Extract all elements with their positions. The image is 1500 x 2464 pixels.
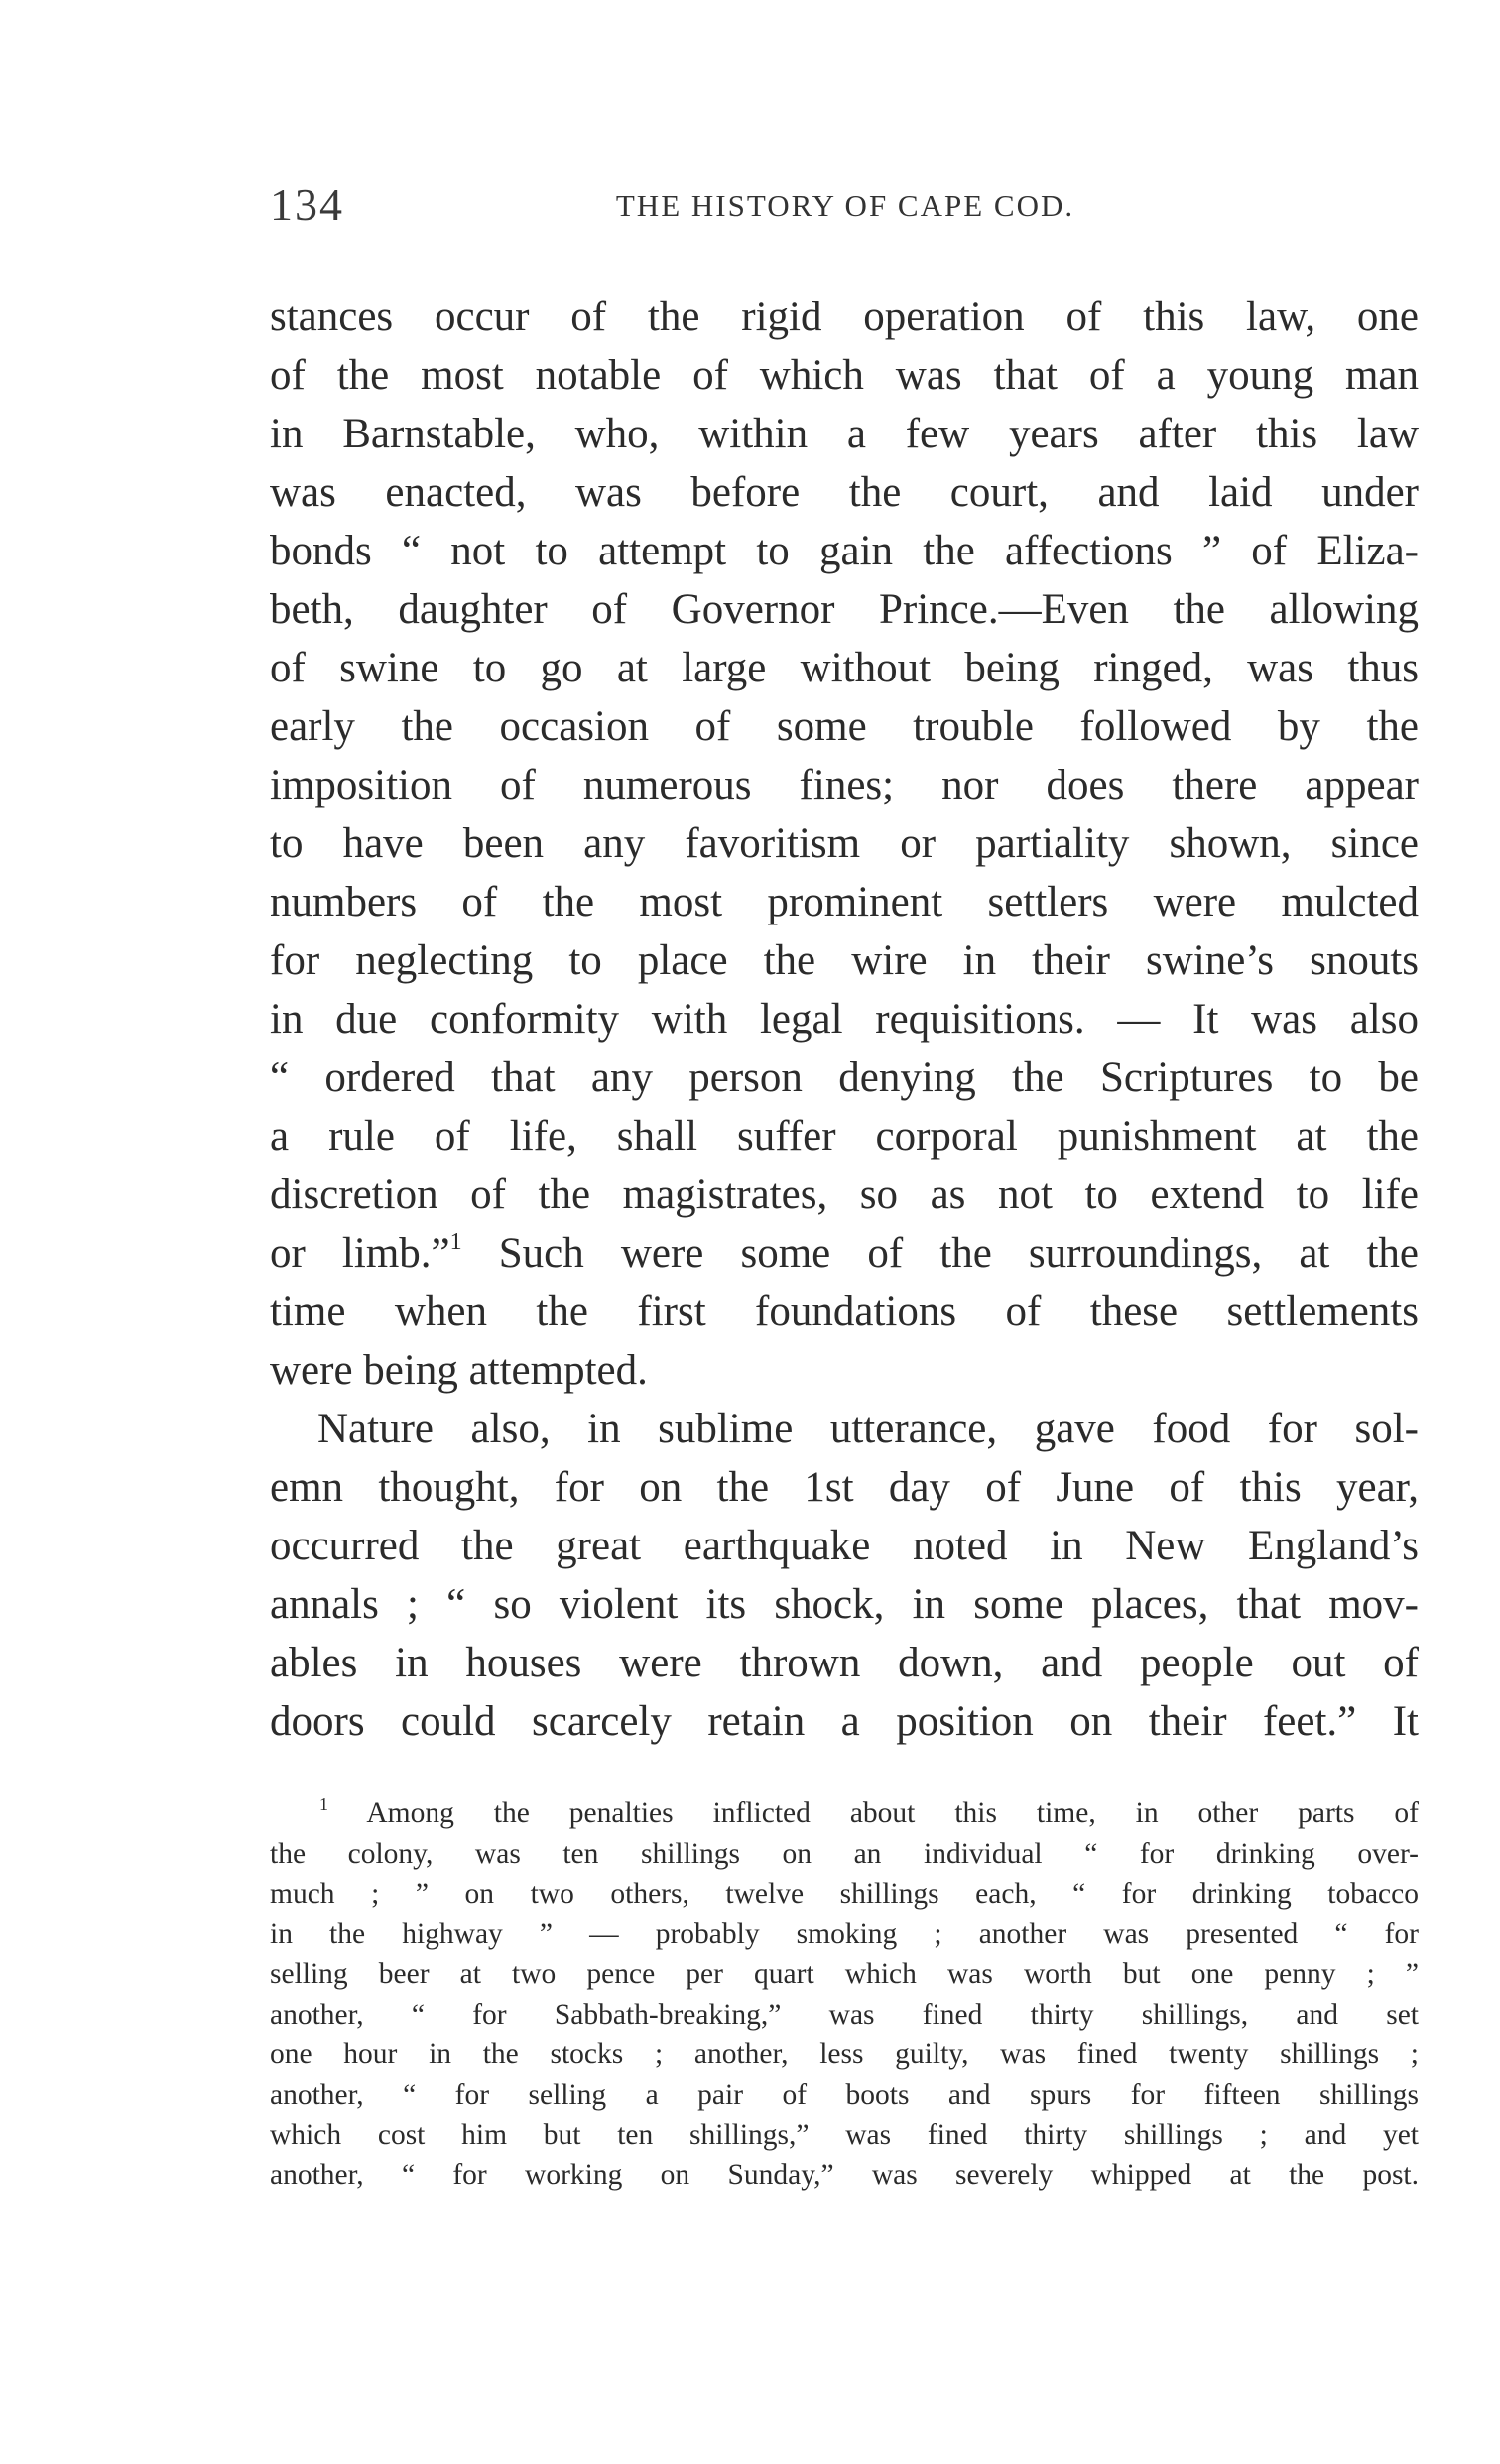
body-line: bonds “ not to attempt to gain the affections ” of Eliza- <box>270 528 1419 574</box>
body-line: numbers of the most prominent settlers were mulcted <box>270 879 1419 925</box>
body-line: was enacted, was before the court, and laid under <box>270 469 1419 516</box>
footnote-line <box>270 1793 1419 1834</box>
body-line: ables in houses were thrown down, and people out of <box>270 1640 1419 1686</box>
footnote-line: which cost him but ten shillings,” was fined thirty shillings ; and yet <box>270 2119 1419 2151</box>
body-line: imposition of numerous fines; nor does there appear <box>270 762 1419 808</box>
footnote-line: in the highway ” — probably smoking ; another was presented “ for <box>270 1917 1419 1950</box>
footnote-line: another, “ for working on Sunday,” was severely whipped at the post. <box>270 2158 1419 2191</box>
footnote-line: another, “ for selling a pair of boots and spurs for fifteen shillings <box>270 2078 1419 2111</box>
footnote-text: Among the penalties inflicted about this time, in other parts of <box>366 1797 1419 1829</box>
footnote-line: another, “ for Sabbath-breaking,” was fined thirty shillings, and set <box>270 1998 1419 2031</box>
running-head: THE HISTORY OF CAPE COD. <box>615 188 1075 223</box>
body-line: in Barnstable, who, within a few years after this law <box>270 411 1419 457</box>
paragraph-first-line: Nature also, in sublime utterance, gave food for sol- <box>317 1406 1419 1452</box>
body-line: occurred the great earthquake noted in New England’s <box>270 1523 1419 1569</box>
paragraph-last-line: were being attempted. <box>270 1347 648 1394</box>
body-text <box>270 288 1419 1751</box>
body-line-part: Such were some of the surroundings, at the <box>461 1230 1419 1277</box>
body-line: stances occur of the rigid operation of this law, one <box>270 294 1419 340</box>
body-line: annals ; “ so violent its shock, in some places, that mov- <box>270 1581 1419 1628</box>
body-line: of swine to go at large without being ringed, was thus <box>270 645 1419 691</box>
footnote-line: the colony, was ten shillings on an individual “ for drinking over- <box>270 1837 1419 1870</box>
body-line-part: or limb.” <box>270 1230 450 1277</box>
body-line: “ ordered that any person denying the Scriptures to be <box>270 1054 1419 1101</box>
body-line: to have been any favoritism or partiality shown, since <box>270 820 1419 867</box>
footnote-line: one hour in the stocks ; another, less guilty, was fined twenty shillings ; <box>270 2038 1419 2070</box>
body-line: beth, daughter of Governor Prince.—Even the allowing <box>270 586 1419 633</box>
footnote-line: much ; ” on two others, twelve shillings each, “ for drinking tobacco <box>270 1878 1419 1910</box>
body-line: early the occasion of some trouble followed by the <box>270 703 1419 750</box>
page-number: 134 <box>270 180 344 230</box>
body-line: in due conformity with legal requisitions. — It was also <box>270 996 1419 1043</box>
body-line: time when the first foundations of these settlements <box>270 1289 1419 1335</box>
footnote-line: selling beer at two pence per quart which was worth but one penny ; ” <box>270 1958 1419 1990</box>
body-line-with-footnote-ref <box>270 1224 1419 1283</box>
body-line: doors could scarcely retain a position on their feet.” It <box>270 1698 1419 1745</box>
body-line: a rule of life, shall suffer corporal punishment at the <box>270 1113 1419 1160</box>
body-line: emn thought, for on the 1st day of June of this year, <box>270 1464 1419 1511</box>
body-line: of the most notable of which was that of a young man <box>270 352 1419 399</box>
body-line: discretion of the magistrates, so as not to extend to life <box>270 1171 1419 1218</box>
body-line: for neglecting to place the wire in their swine’s snouts <box>270 937 1419 984</box>
footnote <box>270 1793 1419 2195</box>
footnote-marker: 1 <box>319 1794 328 1814</box>
footnote-reference[interactable]: 1 <box>449 1229 462 1255</box>
page-header <box>270 179 1421 238</box>
